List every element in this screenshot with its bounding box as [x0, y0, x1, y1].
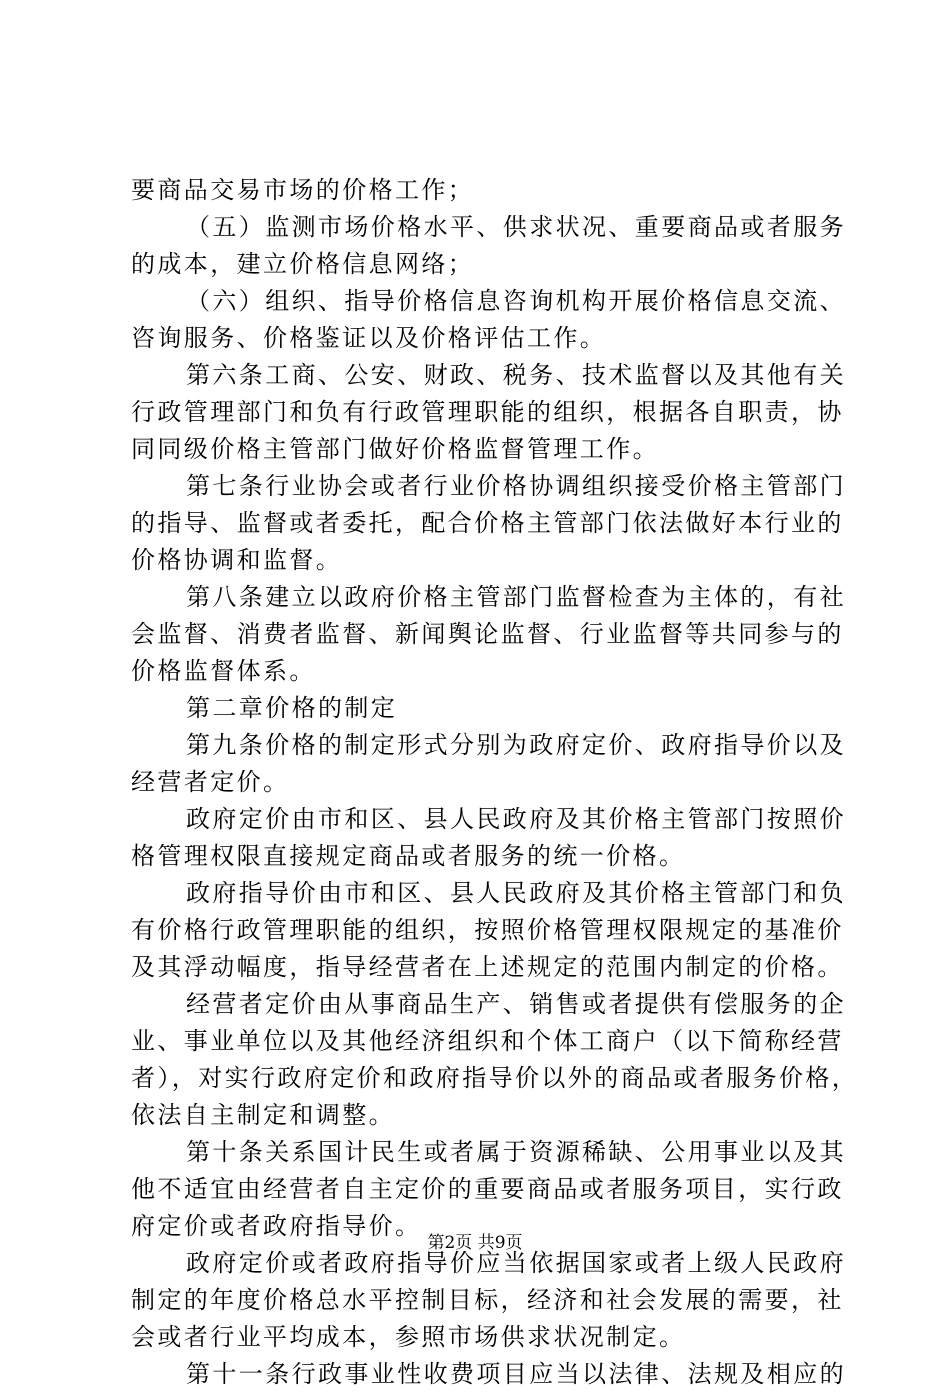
chapter-heading: 第二章价格的制定 — [186, 694, 398, 722]
text-line: 业、事业单位以及其他经济组织和个体工商户（以下简称经营 — [131, 1027, 844, 1055]
text-line: 的指导、监督或者委托，配合价格主管部门依法做好本行业的 — [131, 509, 844, 537]
text-line: 政府指导价由市和区、县人民政府及其价格主管部门和负 — [186, 879, 846, 907]
text-line: 第七条行业协会或者行业价格协调组织接受价格主管部门 — [186, 472, 846, 500]
text-line: 第十一条行政事业性收费项目应当以法律、法规及相应的 — [186, 1360, 846, 1388]
page-number-footer: 第2页 共9页 — [427, 1233, 523, 1253]
text-line: 的成本，建立价格信息网络； — [131, 250, 475, 278]
text-line: 者），对实行政府定价和政府指导价以外的商品或者服务价格， — [131, 1064, 859, 1092]
text-line: 第九条价格的制定形式分别为政府定价、政府指导价以及 — [186, 731, 846, 759]
text-line: 第十条关系国计民生或者属于资源稀缺、公用事业以及其 — [186, 1138, 846, 1166]
text-line: 第八条建立以政府价格主管部门监督检查为主体的，有社 — [186, 583, 846, 611]
text-line: 咨询服务、价格鉴证以及价格评估工作。 — [131, 324, 607, 352]
text-line: 经营者定价。 — [131, 768, 290, 796]
text-line: 价格协调和监督。 — [131, 546, 343, 574]
text-line: 第六条工商、公安、财政、税务、技术监督以及其他有关 — [186, 361, 846, 389]
text-line: （六）组织、指导价格信息咨询机构开展价格信息交流、 — [186, 287, 846, 315]
text-line: 同同级价格主管部门做好价格监督管理工作。 — [131, 435, 659, 463]
text-line: 政府定价由市和区、县人民政府及其价格主管部门按照价 — [186, 805, 846, 833]
text-line: 及其浮动幅度，指导经营者在上述规定的范围内制定的价格。 — [131, 953, 844, 981]
text-line: 有价格行政管理职能的组织，按照价格管理权限规定的基准价 — [131, 916, 844, 944]
text-line: 政府定价或者政府指导价应当依据国家或者上级人民政府 — [186, 1249, 846, 1277]
text-line: 行政管理部门和负有行政管理职能的组织，根据各自职责，协 — [131, 398, 844, 426]
text-line: 依法自主制定和调整。 — [131, 1101, 395, 1129]
text-line: 会监督、消费者监督、新闻舆论监督、行业监督等共同参与的 — [131, 620, 844, 648]
text-line: 要商品交易市场的价格工作； — [131, 176, 475, 204]
text-line: 制定的年度价格总水平控制目标，经济和社会发展的需要，社 — [131, 1286, 844, 1314]
text-line: 格管理权限直接规定商品或者服务的统一价格。 — [131, 842, 686, 870]
text-line: 经营者定价由从事商品生产、销售或者提供有偿服务的企 — [186, 990, 846, 1018]
text-line: 会或者行业平均成本，参照市场供求状况制定。 — [131, 1323, 686, 1351]
text-line: （五）监测市场价格水平、供求状况、重要商品或者服务 — [186, 213, 846, 241]
text-line: 府定价或者政府指导价。 — [131, 1212, 422, 1240]
text-line: 他不适宜由经营者自主定价的重要商品或者服务项目，实行政 — [131, 1175, 844, 1203]
text-line: 价格监督体系。 — [131, 657, 316, 685]
document-body — [131, 172, 859, 1393]
